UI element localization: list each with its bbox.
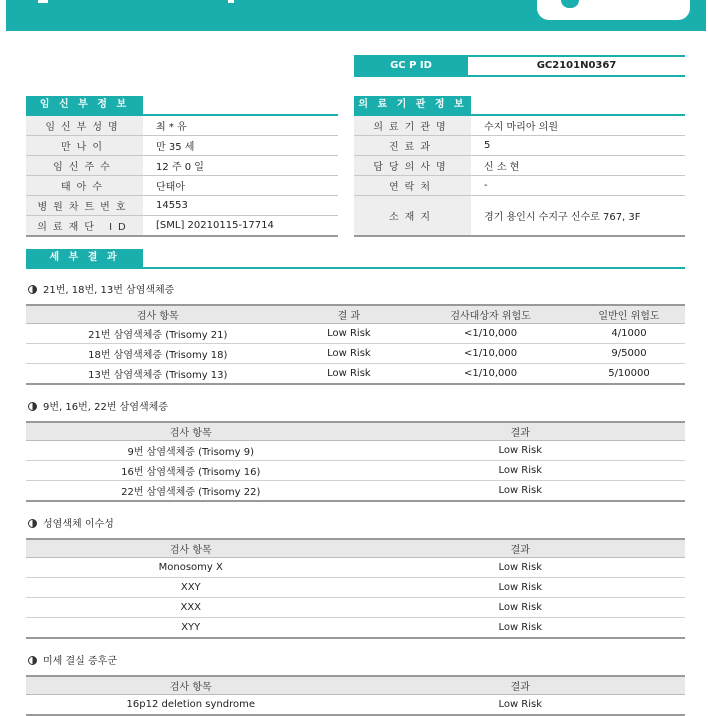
info-row (26, 116, 338, 136)
table-cell: <1/10,000 (408, 364, 573, 385)
table-cell: 4/1000 (573, 324, 685, 344)
table-cell: <1/10,000 (408, 344, 573, 364)
table-row (26, 578, 685, 598)
info-key: 병원차트번호 (26, 196, 143, 216)
info-key: 진료과 (354, 136, 471, 156)
column-header: 검사대상자 위험도 (408, 305, 573, 324)
table-cell: XYY (26, 618, 356, 639)
half-circle-icon (28, 656, 37, 665)
table-cell: Low Risk (356, 481, 686, 502)
table-cell: Low Risk (356, 618, 686, 639)
logo-box (537, 0, 690, 20)
info-value: 만 35 세 (143, 136, 338, 156)
table-cell: Low Risk (290, 344, 409, 364)
table-cell: 5/10000 (573, 364, 685, 385)
table-cell: Low Risk (290, 324, 409, 344)
table-row (26, 461, 685, 481)
table-cell: 21번 삼염색체증 (Trisomy 21) (26, 324, 290, 344)
info-key: 의료기관명 (354, 116, 471, 136)
details-title: 세 부 결 과 (26, 249, 143, 267)
pregnant-info-header (26, 96, 338, 116)
half-circle-icon (28, 519, 37, 528)
table-row (26, 481, 685, 502)
hospital-info-title: 의 료 기 관 정 보 (354, 96, 471, 114)
info-value: 12 주 0 일 (143, 156, 338, 176)
section-heading (28, 281, 174, 296)
column-header: 검사 항목 (26, 422, 356, 441)
table-cell: Low Risk (356, 598, 686, 618)
column-header: 검사 항목 (26, 676, 356, 695)
info-row (26, 156, 338, 176)
info-key: 소재지 (354, 196, 471, 237)
table-cell: Low Risk (356, 695, 686, 716)
table-cell: 18번 삼염색체증 (Trisomy 18) (26, 344, 290, 364)
section-heading-text: 미세 결실 증후군 (43, 656, 117, 667)
table-row (26, 558, 685, 578)
half-circle-icon (28, 402, 37, 411)
table-row (26, 695, 685, 716)
info-row (354, 116, 685, 136)
header-decoration (38, 0, 48, 3)
column-header: 검사 항목 (26, 539, 356, 558)
table-cell: Low Risk (356, 461, 686, 481)
hospital-info-table (354, 116, 685, 237)
info-key: 임신부성명 (26, 116, 143, 136)
section-heading-text: 성염색체 이수성 (43, 519, 114, 530)
gcp-id-box (354, 55, 685, 77)
table-cell: Low Risk (356, 441, 686, 461)
header-decoration (228, 0, 234, 3)
section-heading-text: 21번, 18번, 13번 삼염색체증 (43, 285, 175, 296)
info-row (354, 176, 685, 196)
half-circle-icon (28, 285, 37, 294)
info-value: 경기 용인시 수지구 신수로 767, 3F (471, 196, 685, 237)
table-cell: 13번 삼염색체증 (Trisomy 13) (26, 364, 290, 385)
info-value: 수지 마리아 의원 (471, 116, 685, 136)
info-key: 연락처 (354, 176, 471, 196)
info-key: 임신주수 (26, 156, 143, 176)
gcp-id-label: GC P ID (354, 57, 468, 75)
table-cell: Low Risk (356, 558, 686, 578)
table-row (26, 598, 685, 618)
info-row (354, 196, 685, 237)
table-cell: XXX (26, 598, 356, 618)
column-header: 결과 (356, 676, 686, 695)
info-value: [SML] 20210115-17714 (143, 216, 338, 237)
info-key: 담당의사명 (354, 156, 471, 176)
info-value: 14553 (143, 196, 338, 216)
info-value: 5 (471, 136, 685, 156)
column-header: 일반인 위험도 (573, 305, 685, 324)
info-row (26, 196, 338, 216)
info-row (26, 176, 338, 196)
section-heading (28, 515, 114, 530)
pregnant-info-table (26, 116, 338, 237)
info-row (354, 136, 685, 156)
table-row (26, 441, 685, 461)
info-key: 태아수 (26, 176, 143, 196)
table-cell: 16번 삼염색체증 (Trisomy 16) (26, 461, 356, 481)
sex-chromosome-table (26, 538, 685, 639)
column-header: 결과 (356, 422, 686, 441)
table-row (26, 344, 685, 364)
hospital-info-header (354, 96, 685, 116)
info-value: 최 * 유 (143, 116, 338, 136)
info-value: 신 소 현 (471, 156, 685, 176)
info-row (26, 216, 338, 237)
column-header: 결과 (356, 539, 686, 558)
microdeletion-table (26, 675, 685, 716)
table-cell: 22번 삼염색체증 (Trisomy 22) (26, 481, 356, 502)
info-key: 만나이 (26, 136, 143, 156)
table-row (26, 618, 685, 639)
table-row (26, 324, 685, 344)
info-value: - (471, 176, 685, 196)
details-header (26, 249, 685, 269)
column-header: 검사 항목 (26, 305, 290, 324)
table-cell: Low Risk (290, 364, 409, 385)
info-value: 단태아 (143, 176, 338, 196)
section-heading-text: 9번, 16번, 22번 삼염색체증 (43, 402, 168, 413)
gcp-id-value: GC2101N0367 (536, 60, 617, 71)
table-cell: Low Risk (356, 578, 686, 598)
info-row (26, 136, 338, 156)
info-key: 의료재단 ID (26, 216, 143, 237)
table-cell: <1/10,000 (408, 324, 573, 344)
pregnant-info-title: 임 신 부 정 보 (26, 96, 143, 114)
table-cell: 9번 삼염색체증 (Trisomy 9) (26, 441, 356, 461)
table-row (26, 364, 685, 385)
trisomy-main-table (26, 304, 685, 385)
table-cell: 9/5000 (573, 344, 685, 364)
column-header: 결 과 (290, 305, 409, 324)
section-heading (28, 652, 117, 667)
header-banner (6, 0, 706, 31)
table-cell: 16p12 deletion syndrome (26, 695, 356, 716)
table-cell: Monosomy X (26, 558, 356, 578)
section-heading (28, 398, 168, 413)
info-row (354, 156, 685, 176)
table-cell: XXY (26, 578, 356, 598)
trisomy-rare-table (26, 421, 685, 502)
